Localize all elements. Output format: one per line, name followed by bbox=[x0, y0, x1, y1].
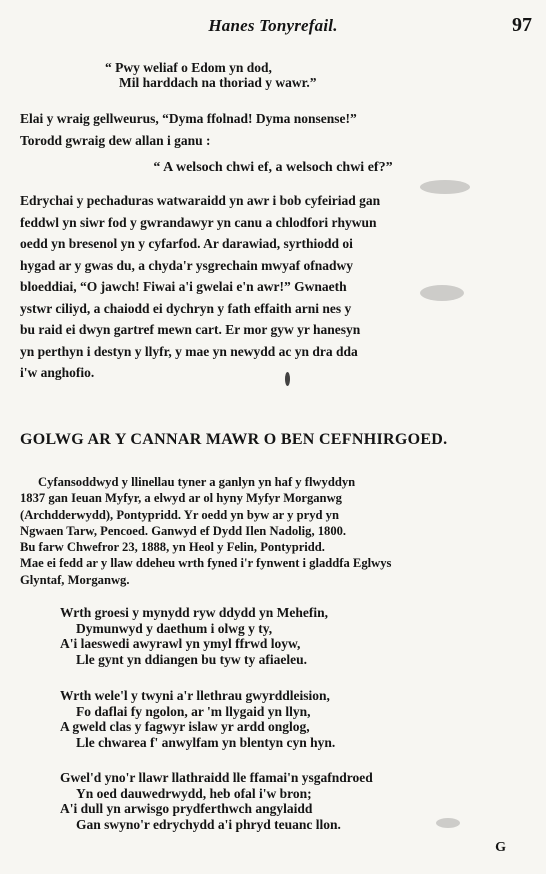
text-line: oedd yn bresenol yn y cyfarfod. Ar darawiad, syrthiodd oi bbox=[20, 236, 353, 251]
ink-smudge bbox=[420, 285, 464, 301]
text-line: Bu farw Chwefror 23, 1888, yn Heol y Felin, Pontypridd. bbox=[20, 540, 325, 555]
text-line: feddwl yn siwr fod y gwrandawyr yn canu a chlodfori rhywun bbox=[20, 214, 377, 230]
stanza-line: Yn oed dauwedrwydd, heb ofal i'w bron; bbox=[76, 785, 312, 801]
stanza-line: Gwel'd yno'r llawr llathraidd lle ffamai'n ysgafndroed bbox=[60, 770, 373, 785]
text-line: i'w anghofio. bbox=[20, 365, 95, 380]
center-quote: “ A welsoch chwi ef, a welsoch chwi ef?” bbox=[153, 160, 393, 175]
text-line: yn perthyn i destyn y llyfr, y mae yn newydd ac yn dra dda bbox=[20, 343, 358, 359]
stanza-line: Wrth groesi y mynydd ryw ddydd yn Mehefin, bbox=[60, 605, 329, 620]
text-line: bu raid ei dwyn gartref mewn cart. Er mor gyw yr hanesyn bbox=[20, 322, 361, 337]
text-line: Ngwaen Tarw, Pencoed. Ganwyd ef Dydd Ilen Nadolig, 1800. bbox=[20, 523, 347, 538]
text-line: 1837 gan Ieuan Myfyr, a elwyd ar ol hyny Myfyr Morganwg bbox=[20, 491, 342, 506]
stanza-line: A'i dull yn arwisgo prydferthwch angylaidd bbox=[60, 801, 313, 816]
text-line: Elai y wraig gellweurus, “Dyma ffolnad! Dyma nonsense!” bbox=[20, 111, 357, 126]
text-line: hygad ar y gwas du, a chyda'r ysgrechain mwyaf ofnadwy bbox=[20, 257, 354, 273]
signature-mark: G bbox=[495, 840, 506, 855]
stanza-1 bbox=[60, 605, 328, 667]
dialogue-paragraph bbox=[20, 108, 530, 151]
stanza-line: Lle gynt yn ddiangen bu tyw ty afiaeleu. bbox=[76, 651, 308, 667]
stanza-line: Wrth wele'l y twyni a'r llethrau gwyrddleision, bbox=[60, 688, 330, 703]
opening-verse bbox=[105, 60, 317, 90]
stanza-line: A gweld clas y fagwyr islaw yr ardd onglog, bbox=[60, 719, 310, 734]
stanza-2 bbox=[60, 688, 335, 750]
stanza-line: A'i laeswedi awyrawl yn ymyl ffrwd loyw, bbox=[60, 636, 301, 651]
text-line: Glyntaf, Morganwg. bbox=[20, 572, 130, 587]
section-heading: GOLWG AR Y CANNAR MAWR O BEN CEFNHIRGOED. bbox=[20, 431, 448, 448]
ink-smudge bbox=[436, 818, 460, 828]
stanza-line: Lle chwarea f' anwylfam yn blentyn cyn hyn. bbox=[76, 734, 336, 750]
ink-smudge bbox=[420, 180, 470, 194]
ink-smudge bbox=[285, 372, 290, 386]
text-line: Cyfansoddwyd y llinellau tyner a ganlyn yn haf y flwyddyn bbox=[38, 475, 356, 489]
stanza-line: Dymunwyd y daethum i olwg y ty, bbox=[76, 620, 273, 636]
text-line: (Archdderwydd), Pontypridd. Yr oedd yn byw ar y pryd yn bbox=[20, 507, 339, 522]
stanza-3 bbox=[60, 770, 373, 832]
text-line: bloeddiai, “O jawch! Fiwai a'i gwelai e'n awr!” Gwnaeth bbox=[20, 279, 347, 294]
text-line: Edrychai y pechaduras watwaraidd yn awr i bob cyfeiriad gan bbox=[20, 193, 381, 208]
text-line: ystwr ciliyd, a chaiodd ei dychryn y fath effaith arni nes y bbox=[20, 300, 352, 316]
verse-line: “ Pwy weliaf o Edom yn dod, bbox=[105, 60, 272, 75]
page-number: 97 bbox=[512, 14, 532, 36]
stanza-line: Gan swyno'r edrychydd a'i phryd teuanc llon. bbox=[76, 816, 341, 832]
text-line: Mae ei fedd ar y llaw ddeheu wrth fyned i'r fynwent i gladdfa Eglwys bbox=[20, 556, 392, 571]
text-line: Torodd gwraig dew allan i ganu : bbox=[20, 132, 211, 148]
running-header-title: Hanes Tonyrefail. bbox=[208, 16, 338, 35]
paragraph-2 bbox=[20, 474, 532, 588]
stanza-line: Fo daflai fy ngolon, ar 'm llygaid yn llyn, bbox=[76, 703, 311, 719]
verse-line: Mil harddach na thoriad y wawr.” bbox=[119, 75, 317, 90]
